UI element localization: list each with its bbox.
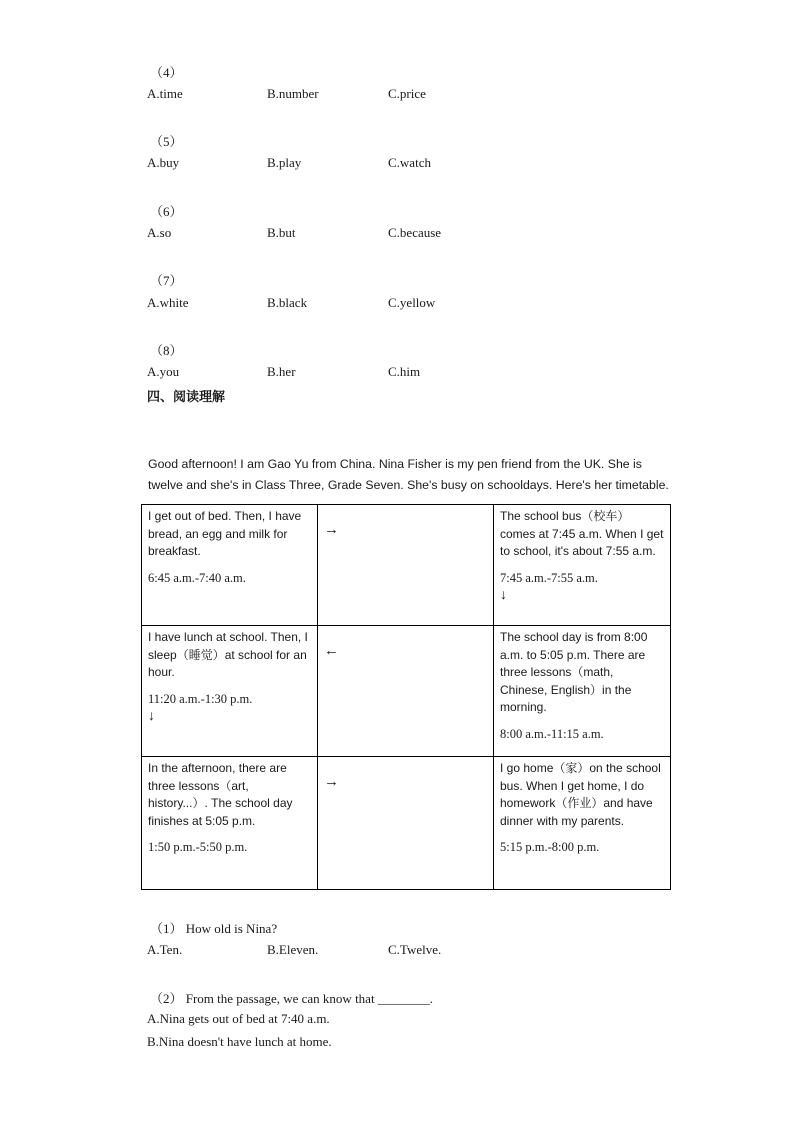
timetable-row — [142, 757, 671, 890]
timetable-cell — [142, 505, 318, 626]
cell-time: 5:15 p.m.-8:00 p.m. — [500, 840, 600, 854]
cell-text: I get out of bed. Then, I have bread, an egg and milk for breakfast. — [148, 509, 302, 558]
question-number: （4） — [150, 65, 183, 80]
section-heading: 四、阅读理解 — [147, 390, 226, 405]
timetable-row — [142, 626, 671, 757]
cell-text: The school day is from 8:00 a.m. to 5:05 p.m. There are three lessons（math, Chinese, English）in the morning. — [500, 630, 648, 714]
option-a: A.you — [147, 364, 180, 379]
cell-text: The school bus（校车）comes at 7:45 a.m. When I get to school, it's about 7:55 a.m. — [500, 509, 664, 558]
option-a: A.Nina gets out of bed at 7:40 a.m. — [147, 1011, 330, 1026]
option-a: A.time — [147, 86, 183, 101]
timetable-cell — [494, 626, 671, 757]
question-stem: （2） From the passage, we can know that ________. — [150, 991, 434, 1006]
passage-line-2: twelve and she's in Class Three, Grade Seven. She's busy on schooldays. Here's her timetable. — [148, 478, 669, 492]
cell-text: In the afternoon, there are three lessons（art, history...）. The school day finishes at 5:05 p.m. — [148, 761, 293, 828]
option-c: C.watch — [388, 155, 431, 170]
question-number: （5） — [150, 134, 183, 149]
option-b: B.black — [267, 295, 308, 310]
option-b: B.number — [267, 86, 319, 101]
option-c: C.Twelve. — [388, 942, 442, 957]
option-c: C.price — [388, 86, 426, 101]
timetable-row — [142, 505, 671, 626]
cell-text: I have lunch at school. Then, I sleep（睡觉）at school for an hour. — [148, 630, 308, 679]
question-stem: （1） How old is Nina? — [150, 921, 278, 936]
arrow-right-icon: → — [324, 773, 339, 790]
option-a: A.white — [147, 295, 189, 310]
arrow-right-icon: → — [324, 521, 339, 538]
option-a: A.buy — [147, 155, 180, 170]
cell-time: 6:45 a.m.-7:40 a.m. — [148, 570, 246, 585]
arrow-left-icon: ← — [324, 642, 339, 659]
timetable-cell — [142, 757, 318, 890]
cell-time: 8:00 a.m.-11:15 a.m. — [500, 726, 604, 741]
option-c: C.yellow — [388, 295, 436, 310]
arrow-down-icon: ↓ — [148, 707, 155, 723]
timetable — [141, 504, 671, 890]
question-number: （8） — [150, 343, 183, 358]
cell-time: 11:20 a.m.-1:30 p.m. — [148, 691, 253, 706]
option-b: B.Nina doesn't have lunch at home. — [147, 1034, 332, 1049]
option-a: A.so — [147, 225, 172, 240]
timetable-cell — [142, 626, 318, 757]
timetable-cell — [318, 505, 494, 626]
option-c: C.because — [388, 225, 442, 240]
option-a: A.Ten. — [147, 942, 183, 957]
cell-time: 1:50 p.m.-5:50 p.m. — [148, 840, 248, 854]
timetable-cell — [494, 505, 671, 626]
option-b: B.Eleven. — [267, 942, 319, 957]
cell-text: I go home（家）on the school bus. When I get home, I do homework（作业）and have dinner with my parents. — [500, 761, 661, 828]
timetable-cell — [318, 626, 494, 757]
cell-time: 7:45 a.m.-7:55 a.m. — [500, 570, 598, 585]
option-b: B.but — [267, 225, 296, 240]
question-number: （7） — [150, 273, 183, 288]
passage-line-1: Good afternoon! I am Gao Yu from China. Nina Fisher is my pen friend from the UK. She is — [148, 457, 642, 471]
option-c: C.him — [388, 364, 421, 379]
option-b: B.play — [267, 155, 302, 170]
question-number: （6） — [150, 204, 183, 219]
timetable-cell — [318, 757, 494, 890]
timetable-cell — [494, 757, 671, 890]
option-b: B.her — [267, 364, 296, 379]
arrow-down-icon: ↓ — [500, 586, 507, 602]
